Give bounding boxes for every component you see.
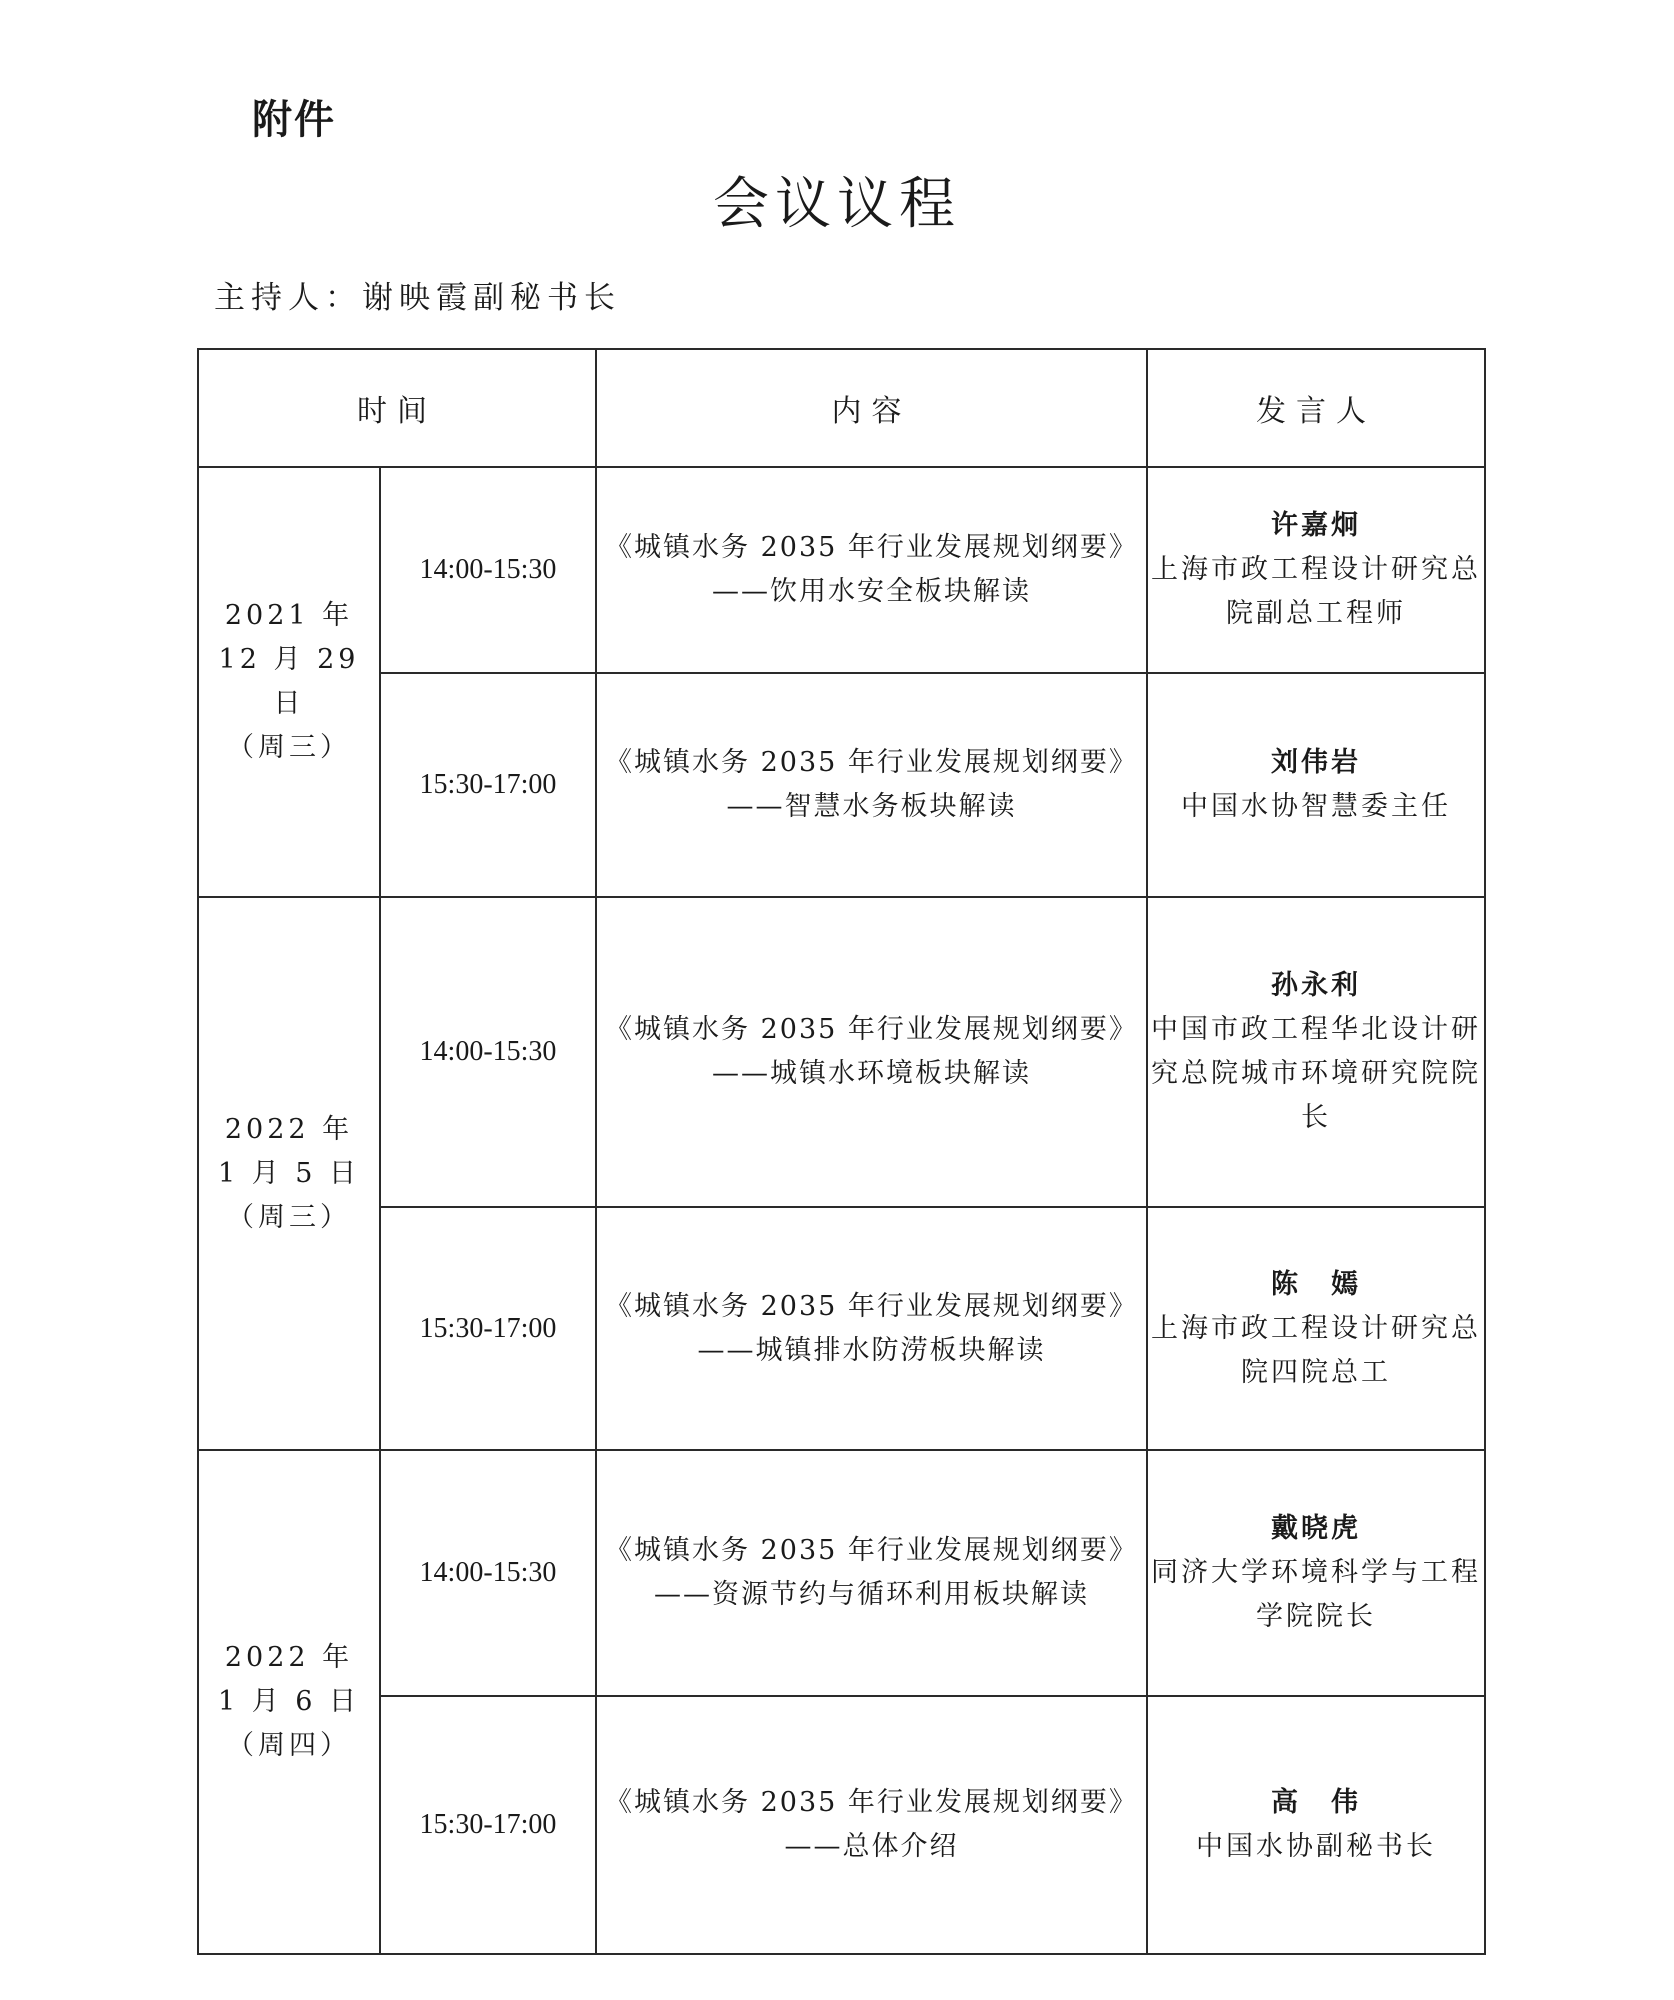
table-row	[198, 1450, 1485, 1696]
date-year: 2022 年	[224, 1642, 354, 1673]
header-time: 时间	[198, 349, 596, 467]
date-day: 1 月 6 日	[217, 1686, 361, 1717]
table-row	[198, 467, 1485, 673]
content-cell	[596, 1450, 1147, 1696]
content-cell	[596, 467, 1147, 673]
date-weekday: （周三）	[227, 1201, 351, 1233]
speaker-name: 陈 嫣	[1271, 1268, 1361, 1300]
content-title: 《城镇水务 2035 年行业发展规划纲要》	[605, 1290, 1138, 1322]
page-title: 会议议程	[713, 172, 961, 237]
speaker-name: 许嘉炯	[1271, 510, 1361, 541]
speaker-title: 上海市政工程设计研究总院四院总工	[1151, 1312, 1481, 1388]
date-weekday: （周三）	[227, 732, 351, 763]
content-title: 《城镇水务 2035 年行业发展规划纲要》	[605, 1787, 1138, 1818]
content-topic: ——城镇排水防涝板块解读	[697, 1334, 1046, 1366]
date-day: 1 月 5 日	[217, 1157, 361, 1189]
date-cell	[198, 897, 380, 1450]
table-row	[198, 673, 1485, 897]
content-cell	[596, 897, 1147, 1207]
table-row	[198, 1696, 1485, 1954]
content-title: 《城镇水务 2035 年行业发展规划纲要》	[605, 747, 1138, 778]
content-cell	[596, 673, 1147, 897]
speaker-cell	[1147, 1450, 1485, 1696]
attachment-label: 附件	[252, 97, 336, 143]
table-header-row	[198, 349, 1485, 467]
speaker-cell	[1147, 673, 1485, 897]
table-row	[198, 897, 1485, 1207]
speaker-title: 上海市政工程设计研究总院副总工程师	[1151, 554, 1481, 629]
speaker-cell	[1147, 897, 1485, 1207]
speaker-cell	[1147, 1207, 1485, 1450]
header-content: 内容	[596, 349, 1147, 467]
date-year: 2021 年	[224, 600, 354, 631]
speaker-name: 孙永利	[1271, 970, 1361, 1001]
content-title: 《城镇水务 2035 年行业发展规划纲要》	[605, 532, 1138, 563]
agenda-table	[197, 348, 1486, 1955]
speaker-cell	[1147, 467, 1485, 673]
content-topic: ——智慧水务板块解读	[726, 791, 1017, 822]
date-weekday: （周四）	[227, 1730, 351, 1761]
date-year: 2022 年	[224, 1113, 354, 1145]
date-cell	[198, 1450, 380, 1954]
speaker-title: 中国水协副秘书长	[1196, 1831, 1436, 1862]
content-cell	[596, 1207, 1147, 1450]
content-topic: ——资源节约与循环利用板块解读	[654, 1579, 1089, 1610]
date-cell	[198, 467, 380, 897]
content-topic: ——饮用水安全板块解读	[712, 576, 1031, 607]
speaker-title: 中国水协智慧委主任	[1181, 791, 1451, 822]
time-cell: 15:30-17:00	[380, 1207, 596, 1450]
content-topic: ——总体介绍	[784, 1831, 959, 1862]
time-cell: 15:30-17:00	[380, 673, 596, 897]
time-cell: 14:00-15:30	[380, 467, 596, 673]
header-speaker: 发言人	[1147, 349, 1485, 467]
speaker-title: 中国市政工程华北设计研究总院城市环境研究院院长	[1151, 1014, 1481, 1133]
content-title: 《城镇水务 2035 年行业发展规划纲要》	[605, 1535, 1138, 1566]
date-day: 12 月 29 日	[218, 644, 360, 719]
speaker-name: 高 伟	[1271, 1787, 1361, 1818]
time-cell: 15:30-17:00	[380, 1696, 596, 1954]
content-title: 《城镇水务 2035 年行业发展规划纲要》	[605, 1014, 1138, 1045]
speaker-name: 刘伟岩	[1271, 747, 1361, 778]
content-cell	[596, 1696, 1147, 1954]
speaker-name: 戴晓虎	[1271, 1513, 1361, 1544]
content-topic: ——城镇水环境板块解读	[712, 1058, 1031, 1089]
time-cell: 14:00-15:30	[380, 897, 596, 1207]
speaker-cell	[1147, 1696, 1485, 1954]
host-line: 主持人：谢映霞副秘书长	[214, 280, 621, 316]
time-cell: 14:00-15:30	[380, 1450, 596, 1696]
speaker-title: 同济大学环境科学与工程学院院长	[1151, 1557, 1481, 1632]
table-row	[198, 1207, 1485, 1450]
